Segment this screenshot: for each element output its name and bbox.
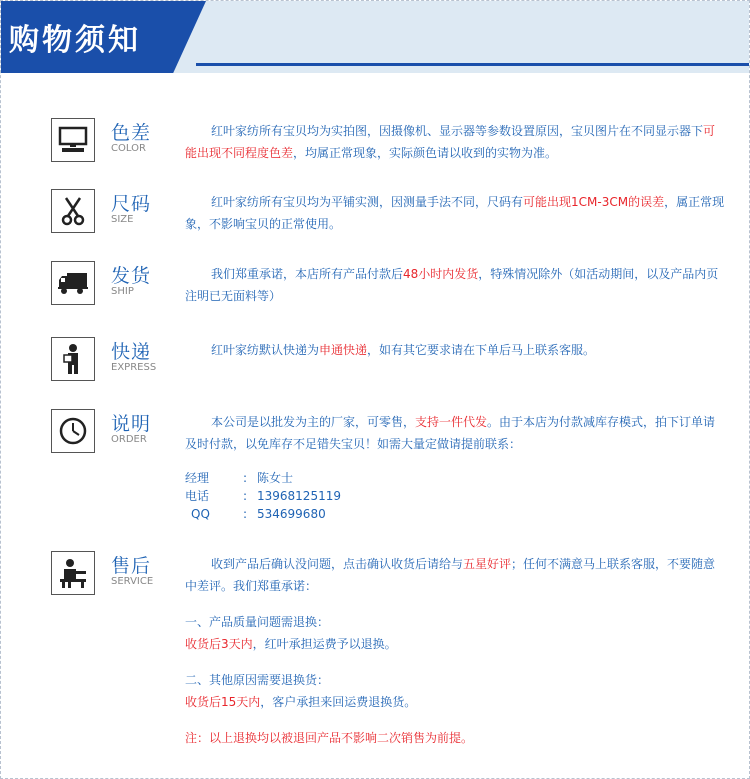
- text-part: ，特殊情况除外（如活动期间，以及产品内页注明已无面料等）: [185, 267, 719, 303]
- text-part: 。由于本店为付款减库存模式，拍下订单请及时付款，以免库存不足错失宝贝！如需大量定做请提前联系：: [185, 415, 716, 451]
- header-banner: [1, 1, 749, 73]
- highlight-text: 支持一件代发: [415, 415, 488, 429]
- section-subtitle: SIZE: [111, 214, 134, 225]
- contact-row: [185, 487, 725, 505]
- section-text: [185, 339, 725, 361]
- section-title: 尺码: [111, 193, 152, 215]
- scissors-icon: [51, 189, 95, 233]
- contact-key: 电话: [185, 489, 210, 503]
- contact-key: QQ: [191, 507, 210, 521]
- clause-1: [185, 633, 725, 655]
- section-text: [185, 411, 725, 523]
- text-part: ，属正常现象，不影响宝贝的正常使用。: [185, 195, 725, 231]
- text-part: 我们郑重承诺，本店所有产品付款后: [211, 267, 404, 281]
- text-part: 红叶家纺所有宝贝均为平铺实测，因测量手法不同，尺码有: [211, 195, 524, 209]
- text-part: 本公司是以批发为主的厂家，可零售，: [211, 415, 416, 429]
- highlight-text: 48小时内发货: [403, 267, 479, 281]
- section-subtitle: COLOR: [111, 143, 146, 154]
- section-text: [185, 191, 725, 235]
- section-title: 色差: [111, 122, 152, 144]
- truck-icon: [51, 261, 95, 305]
- contact-key: 经理: [185, 471, 210, 485]
- text-part: ，客户承担来回运费退换货。: [260, 695, 417, 709]
- highlight-text: 收货后3天内: [185, 637, 253, 651]
- section-title: 说明: [111, 413, 152, 435]
- contact-colon: :: [242, 471, 248, 485]
- text-part: ；任何不满意马上联系客服，不要随意中差评。我们郑重承诺：: [185, 557, 716, 593]
- clock-icon: [51, 409, 95, 453]
- clause-1-title: 一、产品质量问题需退换：: [185, 615, 330, 629]
- contact-row: [185, 505, 725, 523]
- section-title: 售后: [111, 555, 152, 577]
- text-part: ，如有其它要求请在下单后马上联系客服。: [367, 343, 596, 357]
- text-part: ，红叶承担运费予以退换。: [252, 637, 397, 651]
- courier-icon: [51, 337, 95, 381]
- highlight-text: 可能出现不同程度色差: [185, 124, 716, 160]
- section-title: 发货: [111, 265, 152, 287]
- service-desk-icon: [51, 551, 95, 595]
- highlight-text: 五星好评: [463, 557, 512, 571]
- contact-table: [185, 469, 725, 523]
- clause-2: [185, 691, 725, 713]
- section-text: [185, 120, 725, 164]
- contact-value: 陈女士: [257, 471, 294, 485]
- highlight-text: 申通快递: [319, 343, 368, 357]
- banner-divider: [196, 63, 749, 66]
- section-subtitle: SHIP: [111, 286, 134, 297]
- monitor-icon: [51, 118, 95, 162]
- service-note: 注：以上退换均以被退回产品不影响二次销售为前提。: [185, 731, 474, 745]
- contact-colon: :: [242, 489, 248, 503]
- highlight-text: 可能出现1CM-3CM的误差: [523, 195, 665, 209]
- section-text: [185, 263, 725, 307]
- contact-colon: :: [242, 507, 248, 521]
- section-subtitle: SERVICE: [111, 576, 154, 587]
- highlight-text: 收货后15天内: [185, 695, 261, 709]
- section-text: [185, 553, 725, 749]
- text-part: 红叶家纺所有宝贝均为实拍图，因摄像机、显示器等参数设置原因，宝贝图片在不同显示器下: [211, 124, 704, 138]
- page-title: 购物须知: [9, 23, 141, 58]
- section-subtitle: ORDER: [111, 434, 147, 445]
- text-part: ，均属正常现象，实际颜色请以收到的实物为准。: [293, 146, 558, 160]
- contact-row: [185, 469, 725, 487]
- clause-2-title: 二、其他原因需要退换货：: [185, 673, 330, 687]
- text-part: 红叶家纺默认快递为: [211, 343, 320, 357]
- section-subtitle: EXPRESS: [111, 362, 157, 373]
- contact-value: 534699680: [257, 507, 326, 521]
- contact-value: 13968125119: [257, 489, 341, 503]
- text-part: 收到产品后确认没问题，点击确认收货后请给与: [211, 557, 464, 571]
- section-title: 快递: [111, 341, 152, 363]
